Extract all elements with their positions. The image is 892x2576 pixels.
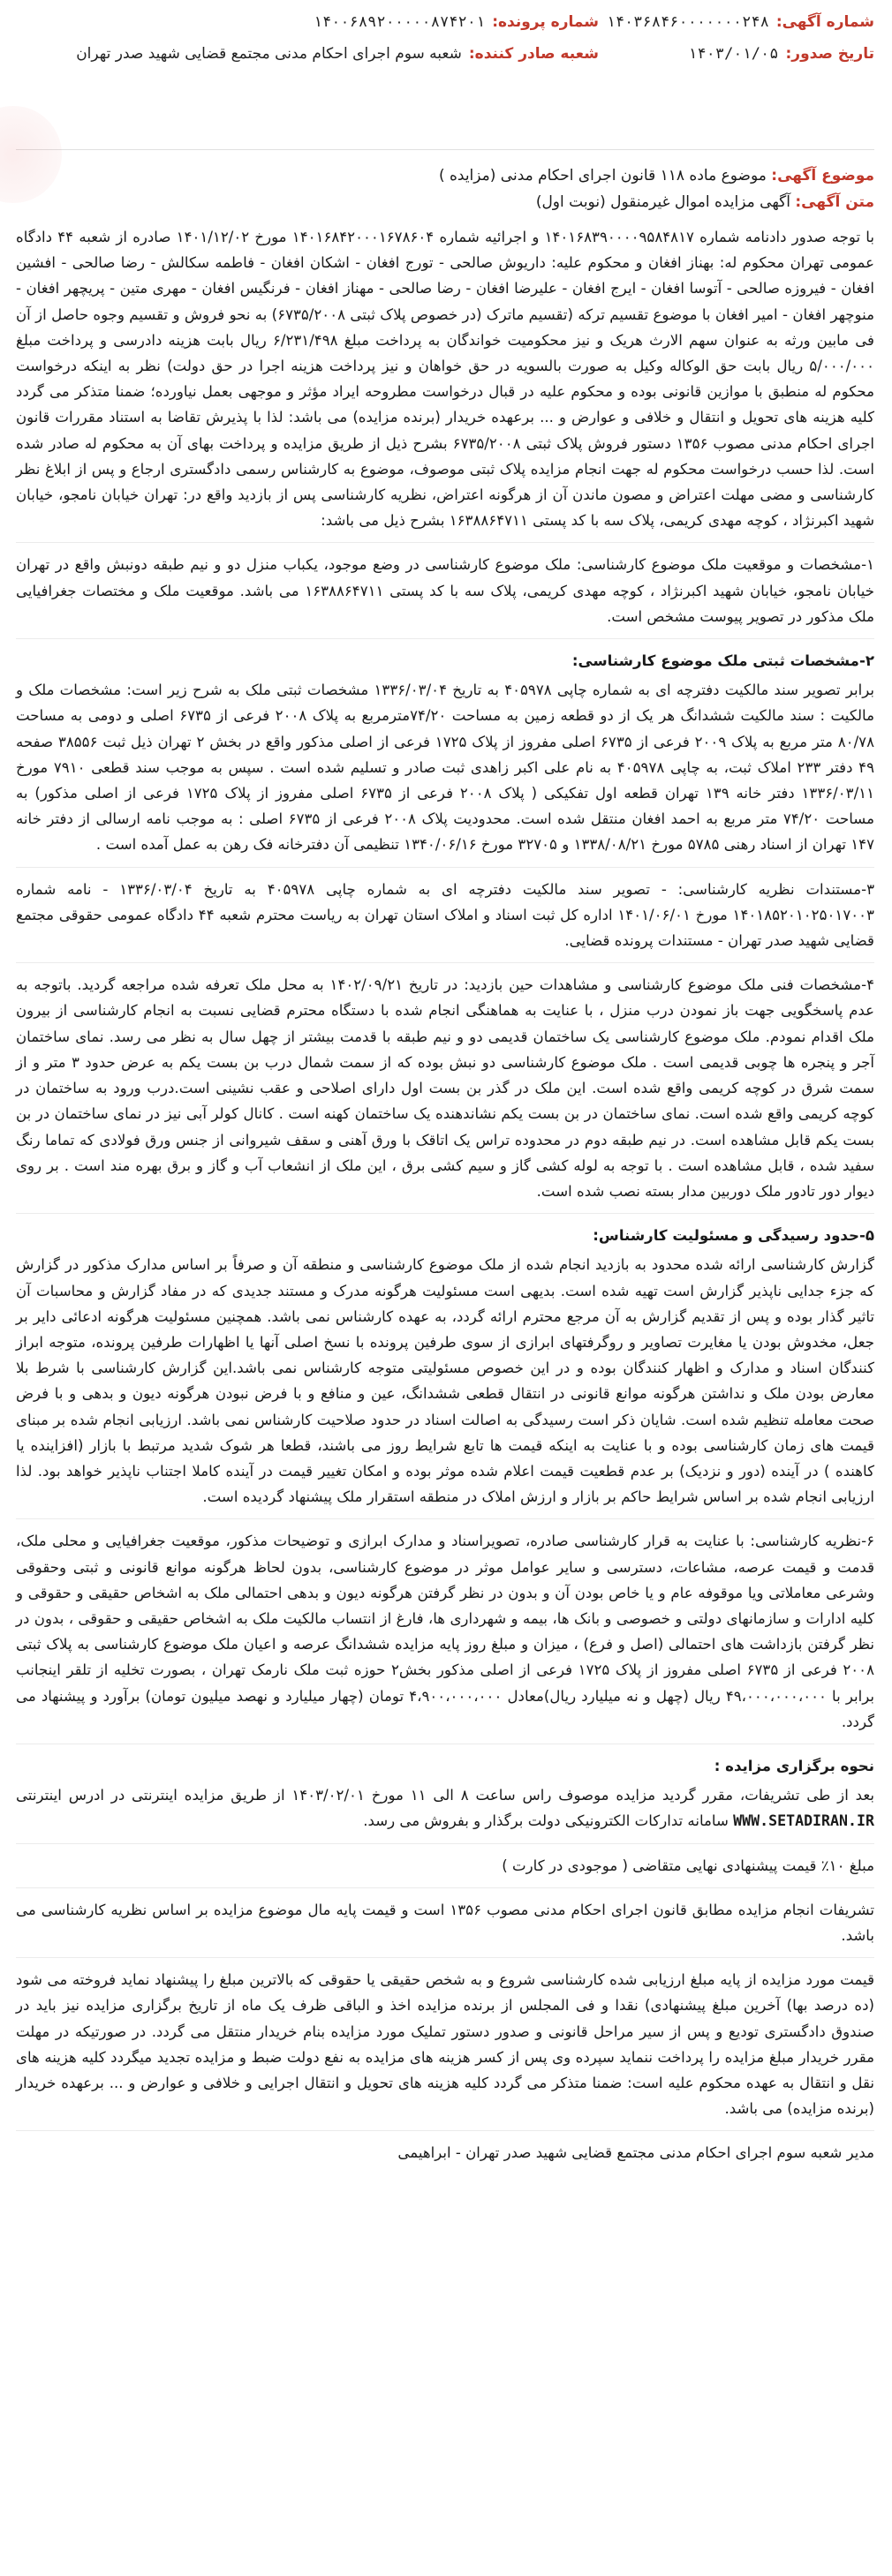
divider: [16, 542, 874, 543]
divider: [16, 1518, 874, 1519]
issuing-branch-row: [16, 41, 599, 67]
file-number-label: شماره پرونده:: [492, 13, 599, 31]
divider: [16, 1213, 874, 1214]
divider: [16, 2130, 874, 2131]
section-3-paragraph: ۳-مستندات نظریه کارشناسی: - تصویر سند مالکیت دفترچه ای به شماره چاپی ۴۰۵۹۷۸ به تاریخ ۱۳۳۶/۰۳/۰۴ - نامه شماره ۱۴۰۱۸۵۲۰۱۰۲۵۰۱۷۰۰۳ مورخ ۱۴۰۱/۰۶/۰۱ اداره کل ثبت اسناد و املاک استان تهران به ریاست محترم شعبه ۴۴ دادگاه عمومی حقوقی مجتمع قضایی شهید صدر تهران - مستندات پرونده قضایی.: [16, 880, 874, 950]
subject-value: موضوع ماده ۱۱۸ قانون اجرای احکام مدنی (مزایده ): [438, 167, 767, 185]
file-number-value: ۱۴۰۰۶۸۹۲۰۰۰۰۰۸۷۴۲۰۱: [313, 13, 486, 31]
procedure-heading: نحوه برگزاری مزایده :: [714, 1757, 874, 1774]
ad-number-label: شماره آگهی:: [775, 13, 874, 31]
procedure-text-2: سامانه تدارکات الکترونیکی دولت برگذار و بفروش می رسد.: [363, 1812, 729, 1830]
section-2-heading: ۲-مشخصات ثبتی ملک موضوع کارشناسی:: [571, 652, 874, 670]
procedure-text-1: بعد از طی تشریفات، مقرر گردید مزایده موصوف راس ساعت ۸ الی ۱۱ مورخ ۱۴۰۳/۰۲/۰۱ از طریق مزایده اینترنتی در ادرس اینترنتی: [16, 1787, 874, 1804]
divider: [16, 638, 874, 639]
deposit-paragraph: مبلغ ۱۰٪ قیمت پیشنهادی نهایی متقاضی ( موجودی در کارت ): [502, 1857, 874, 1874]
notice-header: [16, 9, 874, 150]
text-title-row: [16, 189, 874, 215]
divider: [16, 1957, 874, 1958]
section-5-heading: ۵-حدود رسیدگی و مسئولیت کارشناس:: [593, 1227, 874, 1245]
issue-date-label: تاریخ صدور:: [785, 45, 874, 63]
section-2-paragraph: برابر تصویر سند مالکیت دفترچه ای به شماره چاپی ۴۰۵۹۷۸ به تاریخ ۱۳۳۶/۰۳/۰۴ مشخصات ثبتی ملک به شرح زیر است: مشخصات ملک و مالکیت : سند مالکیت ششدانگ هر یک از دو قطعه زمین به مساحت ۷۴/۲۰مترمربع به پلاک ۲۰۰۸ فرعی از ۶۷۳۵ اصلی و دومی به مساحت ۸۰/۷۸ متر مربع به پلاک ۲۰۰۹ فرعی از ۶۷۳۵ اصلی مفروز از پلاک ۱۷۲۵ فرعی از اصلی مذکور واقع در بخش ۲ تهران ذیل ثبت ۳۸۵۵۶ صفحه ۴۹ دفتر ۲۳۳ املاک ثبت، به چاپی ۴۰۵۹۷۸ به نام علی اکبر زاهدی ثبت صادر و تسلیم شده است . سپس به موجب سند قطعی ۷۹۱۰ مورخ ۱۳۳۶/۰۳/۱۱ دفتر خانه ۱۳۹ تهران قطعه اول تفکیکی ( پلاک ۲۰۰۸ فرعی از ۶۷۳۵ اصلی مفروز از پلاک ۱۷۲۵ فرعی از اصلی مذکور) به مساحت ۷۴/۲۰ متر مربع به احمد افغان منتقل شده است. محدودیت پلاک ۲۰۰۸ فرعی از ۶۷۳۵ اصلی : به موجب نامه ارسالی از دفتر خانه ۱۴۷ تهران از اسناد رهنی ۵۷۸۵ مورخ ۱۳۳۸/۰۸/۲۱ و ۳۲۷۰۵ مورخ ۱۳۴۰/۰۶/۱۶ تنظیمی آن دفترخانه فک رهن به عمل آمده است .: [16, 682, 875, 854]
intro-paragraph: با توجه صدور دادنامه شماره ۱۴۰۱۶۸۳۹۰۰۰۰۹۵۸۴۸۱۷ و اجرائیه شماره ۱۴۰۱۶۸۴۲۰۰۰۱۶۷۸۶۰۴ مورخ ۱۴۰۱/۱۲/۰۲ صادره از شعبه ۴۴ دادگاه عمومی تهران محکوم له: بهناز افغان و محکوم علیه: داریوش صالحی - تورج افغان - اشکان افغان - فاطمه سکالش - رضا صالحی - افشین افغان - فیروزه صالحی - آتوسا افغان - ایرج افغان - علیرضا افغان - رضا صالحی - مهناز افغان - فرنگیس افغان - مهری متین - پریچهر افغان - منوچهر افغان - امیر افغان با موضوع تقسیم ترکه (تقسیم ماترک (در خصوص پلاک ثبتی ۶۷۳۵/۲۰۰۸) به نحو فروش و تقسیم وجوه حاصل از آن فی مابین ورثه به عنوان سهم الارث هریک و نیز محکومیت خواندگان به پرداخت مبلغ ۶/۲۳۱/۴۹۸ ریال بابت هزینه دادرسی و پرداخت مبلغ ۵/۰۰۰/۰۰۰ ریال بابت حق الوکاله وکیل به صورت بالسویه در حق خواهان و نیز پرداخت هزینه اجرا در حق دولت) نظر به اینکه درخواست محکوم له منطبق با موازین قانونی بوده و محکوم علیه در قبال درخواست مطروحه ایراد مؤثر و موجهی بعمل نیاورده؛ ضمنا متذکر می گردد کلیه هزینه های تحویل و انتقال و خلافی و عوارض و ... برعهده خریدار (برنده مزایده) می باشد: لذا با پذیرش تقاضا به استناد مقررات قانون اجرای احکام مدنی مصوب ۱۳۵۶ دستور فروش پلاک ثبتی ۶۷۳۵/۲۰۰۸ بشرح ذیل از طریق مزایده و پرداخت بهای آن به محکوم له صادر شده است. لذا حسب درخواست محکوم له جهت انجام مزایده پلاک ثبتی موصوف، موضوع به کارشناس رسمی دادگستری ارجاع و پس از ابلاغ نظر کارشناسی و مضی مهلت اعتراض و مصون ماندن آن از هرگونه اعتراض، نظریه کارشناسی پس از بازدید واقع در: تهران خیابان نامجو، خیابان شهید اکبرنژاد ، کوچه مهدی کریمی، پلاک سه با کد پستی ۱۶۳۸۸۶۴۷۱۱ بشرح ذیل می باشد:: [16, 229, 875, 530]
text-label: متن آگهی:: [795, 193, 874, 211]
subject-label: موضوع آگهی:: [771, 167, 874, 185]
ad-number-row: [606, 9, 874, 35]
section-4-paragraph: ۴-مشخصات فنی ملک موضوع کارشناسی و مشاهدات حین بازدید: در تاریخ ۱۴۰۲/۰۹/۲۱ به محل ملک تعرفه شده مراجعه گردید. باتوجه به عدم پاسخگویی جهت باز نمودن درب منزل ، با عنایت به هماهنگی انجام شده با دستگاه محترم قضایی نسبت به انجام کارشناسی از بیرون ملک اقدام نمودم. ملک موضوع کارشناسی یک ساختمان قدیمی دو و نیم طبقه با قدمت بیشتر از چهل سال به نظر می رسد. نمای ساختمان آجر و پنجره ها چوبی قدیمی است . ملک موضوع کارشناسی دو نبش بوده که از سمت شمال درب بن بست یکم به عرض حدود ۳ متر و از سمت شرق در کوچه کریمی واقع شده است. این ملک در گذر بن بست اول دارای اصلاحی و عقب نشینی است.درب ورود به ساختمان در کوچه کریمی واقع شده است. نمای ساختمان در بن بست یکم نشاندهنده یک ساختمان کهنه است . کانال کولر آبی نیز در نمای ساختمان در بن بست یکم قابل مشاهده است. در نیم طبقه دوم در محدوده تراس یک اتاقک با ورق آهنی و سقف شیروانی از جنس ورق فولادی که تماما رنگ سفید شده ، قابل مشاهده است . با توجه به لوله کشی گاز و سیم کشی برق ، این ملک از انشعاب آب و گاز و برق بهره مند است . بر روی دیوار دور تادور ملک دوربین مدار بسته نصب شده است.: [16, 976, 874, 1200]
divider: [16, 1887, 874, 1888]
signature-line: مدیر شعبه سوم اجرای احکام مدنی مجتمع قضایی شهید صدر تهران - ابراهیمی: [397, 2144, 874, 2162]
section-6-paragraph: ۶-نظریه کارشناسی: با عنایت به قرار کارشناسی صادره، تصویراسناد و مدارک ابرازی و توضیحات مذکور، موقعیت جغرافیایی و محلی ملک، قدمت و قیمت عرصه، مشاعات، دسترسی و سایر عوامل موثر در موضوع کارشناسی، بدون لحاظ هرگونه موانع قانونی و ثبتی وحقوقی وشرعی معاملاتی ویا موقوفه عام و یا خاص بودن آن و بدون در نظر گرفتن هرگونه دیون و بدهی احتمالی ملک به اشخاص حقیقی و حقوقی و کلیه ادارات و سازمانهای دولتی و خصوصی و بانک ها، بیمه و شهرداری ها، فارغ از انتساب مالکیت ملک به اشخاص حقیقی و حقوقی ، بدون در نظر گرفتن بازداشت های احتمالی (اصل و فرع) ، میزان و مبلغ روز پایه مزایده ششدانگ عرصه و اعیان ملک موضوع کارشناسی به پلاک ثبتی ۲۰۰۸ فرعی از ۶۷۳۵ اصلی مفروز از پلاک ۱۷۲۵ فرعی از اصلی مذکور بخش۲ حوزه ثبت ملک نارمک تهران ، بصورت تخلیه از تلقر اینجانب برابر با ۴۹،۰۰۰،۰۰۰،۰۰۰ ریال (چهل و نه میلیارد ریال)معادل ۴،۹۰۰،۰۰۰،۰۰۰ تومان (چهار میلیارد و نهصد میلیون تومان) برآورد و پیشنهاد می گردد.: [16, 1533, 875, 1730]
issuing-branch-value: شعبه سوم اجرای احکام مدنی مجتمع قضایی شهید صدر تهران: [76, 45, 462, 63]
header-right-column: [606, 9, 874, 67]
issue-date-row: [609, 41, 874, 67]
rules-paragraph: تشریفات انجام مزایده مطابق قانون اجرای احکام مدنی مصوب ۱۳۵۶ است و قیمت پایه مال موضوع مزایده بر اساس نظریه کارشناسی می باشد.: [16, 1901, 874, 1944]
setadiran-website-link[interactable]: WWW.SETADIRAN.IR: [733, 1812, 874, 1830]
divider: [16, 962, 874, 963]
header-left-column: [16, 9, 599, 67]
issuing-branch-label: شعبه صادر کننده:: [468, 45, 599, 63]
subject-row: [16, 162, 874, 189]
procedure-paragraph: [16, 1782, 874, 1834]
notice-body: [16, 224, 874, 2166]
divider: [16, 867, 874, 868]
section-1-paragraph: ۱-مشخصات و موقعیت ملک موضوع کارشناسی: ملک موضوع کارشناسی در وضع موجود، یکباب منزل دو و نیم طبقه دونبش واقع در تهران خیابان نامجو، خیابان شهید اکبرنژاد ، کوچه مهدی کریمی، پلاک سه با کد پستی ۱۶۳۸۸۶۴۷۱۱ می باشد. موقعیت ملک و مختصات جغرافیایی ملک مذکور در تصویر پیوست مشخص است.: [16, 556, 874, 625]
divider: [16, 1843, 874, 1844]
text-title: آگهی مزایده اموال غیرمنقول (نوبت اول): [535, 193, 790, 211]
issue-date-value: ۱۴۰۳/۰۱/۰۵: [688, 45, 779, 63]
payment-paragraph: قیمت مورد مزایده از پایه مبلغ ارزیابی شده کارشناسی شروع و به شخص حقیقی یا حقوقی که بالاترین مبلغ را پیشنهاد نماید فروخته می شود (ده درصد بها) آخرین مبلغ پیشنهادی) نقدا و فی المجلس از برنده مزایده اخذ و الباقی ظرف یک ماه از تاریخ برگزاری مزایده نیز باید در صندوق دادگستری تودیع و پس از سیر مراحل قانونی و صدور دستور تملیک مورد مزایده بنام خریدار منتقل می گردد. در صورتیکه در مهلت مقرر خریدار مبلغ مزایده را پرداخت ننماید سپرده وی پس از کسر هزینه های مزایده به نفع دولت ضبط و مزایده تجدید میگردد کلیه هزینه های نقل و انتقال به عهده محکوم علیه است: ضمنا متذکر می گردد کلیه هزینه های تحویل و انتقال اجرایی و خلافی و عوارض و ... برعهده خریدار (برنده مزایده) می باشد.: [16, 1971, 874, 2118]
section-5-paragraph: گزارش کارشناسی ارائه شده محدود به بازدید انجام شده از ملک موضوع کارشناسی و منطقه آن و صرفاً بر اساس مدارک مذکور در گزارش که جزء جدایی ناپذیر گزارش است تهیه شده است. بدیهی است مسئولیت هرگونه مدرک و مستند جدیدی که در مفاد گزارش و محاسبات آن تاثیر گذار بوده و پس از تقدیم گزارش به آن مرجع محترم ارائه گردد، به عهده کارشناس نمی باشد. همچنین مسئولیت هرگونه ادعائی دایر بر جعل، مخدوش بودن یا مغایرت تصاویر و روگرفتهای ابرازی از سوی طرفین پرونده با نسخ اصلی آنها یا اظهارات طرفین پرونده، متوجه ابراز کنندگان اسناد و مدارک و اظهار کنندگان بوده و در این خصوص مسئولیتی متوجه کارشناس نمی باشد.این گزارش کارشناسی با شرط بلا معارض بودن ملک و نداشتن هرگونه موانع قانونی در انتقال قطعی ششدانگ، عین و منافع و با فرض نبودن هرگونه دیون و بدهی و با فرض صحت معامله تنظیم شده است. شایان ذکر است رسیدگی به اصالت اسناد در حدود صلاحیت کارشناس نمی باشد. ارزیابی انجام شده بر مبنای قیمت های زمان کارشناسی بوده و با عنایت به اینکه قیمت ها تابع شرایط روز می باشند، قطعا هر شوک شدید مرتبط با بازار (افزاینده یا کاهنده ) در آینده (دور و نزدیک) بر عدم قطعیت قیمت اعلام شده موثر بوده و امکان تغییر قیمت در آینده کاملا اجتناب ناپذیر خواهد بود. لذا ارزیابی انجام شده بر اساس شرایط حاکم بر بازار و ارزش املاک در منطقه استقرار ملک پیشنهاد گردیده است.: [16, 1256, 874, 1506]
ad-number-value: ۱۴۰۳۶۸۴۶۰۰۰۰۰۰۰۲۴۸: [606, 13, 769, 31]
file-number-row: [16, 9, 599, 35]
